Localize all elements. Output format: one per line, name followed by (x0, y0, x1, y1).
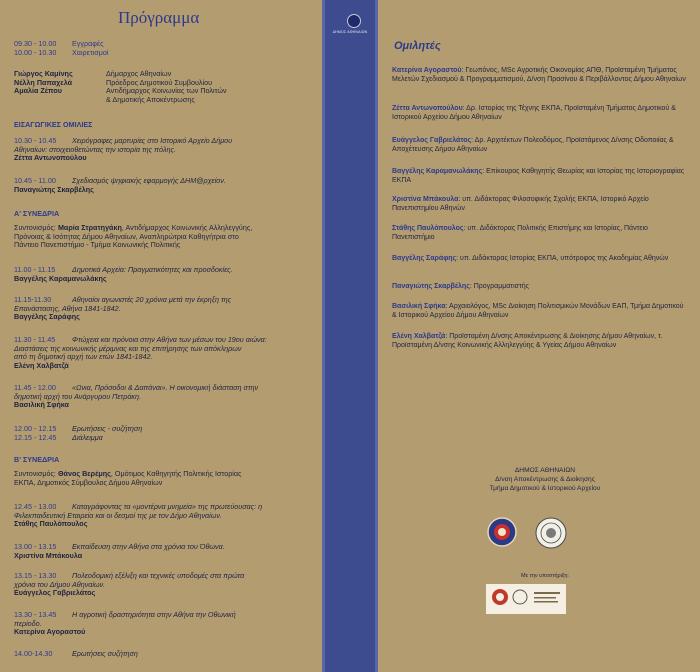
sponsor-logos (486, 584, 566, 614)
greeters-block (14, 70, 314, 104)
speaker-name: Ζέττα Αντωνοπούλου (392, 105, 463, 112)
talk-title-cont: περίοδο. (14, 618, 42, 628)
chair-role: , Αντιδήμαρχος Κοινωνικής Αλληλεγγύης, (121, 223, 253, 232)
time: 10.30 - 10.45 (14, 136, 57, 145)
speaker-entry (392, 105, 688, 122)
section-intro-title: ΕΙΣΑΓΩΓΙΚΕΣ ΟΜΙΛΙΕΣ (14, 120, 93, 129)
talk-title: Δημοτικά Αρχεία: Πραγματικότητες και προσδοκίες. (72, 265, 233, 274)
speaker-name: Βαγγέλης Καραμανωλάκης (392, 168, 483, 175)
time: 13.30 - 13.45 (14, 610, 57, 619)
talk-title: Εκπαίδευση στην Αθήνα στα χρόνια του Όθωνα. (72, 542, 225, 551)
item-text: Εγγραφές (72, 39, 104, 48)
speaker-bio: : υπ. Διδάκτορας Ιστορίας ΕΚΠΑ, υπότροφος της Ακαδημίας Αθηνών (456, 255, 669, 262)
b-talk (14, 543, 318, 560)
organizer-unit: Τμήμα Δημοτικού & Ιστορικού Αρχείου (489, 485, 601, 492)
time: 13.00 - 13.15 (14, 542, 57, 551)
talk-title: Καταγράφοντας τα «μοντέρνα μνημεία» της πρωτεύουσας: η (72, 502, 263, 511)
chair-label: Συντονισμός: (14, 223, 56, 232)
speaker-bio: : Προγραμματιστής (469, 283, 529, 290)
talk-speaker: Ευάγγελος Γαβριελάτος (14, 588, 96, 598)
item-text: Χαιρετισμοί (72, 47, 109, 57)
section-b-title: Β' ΣΥΝΕΔΡΙΑ (14, 455, 60, 464)
opening-row (14, 49, 314, 58)
talk-speaker: Κατερίνα Αγοραστού (14, 627, 86, 637)
time: 14.00-14.30 (14, 649, 53, 658)
speaker-entry (392, 67, 688, 84)
talk-title-cont: Επανάστασης, Αθήνα 1841-1842. (14, 303, 121, 313)
talk-title-cont: δημοτική αρχή του Ανάργυρου Πετράκη. (14, 391, 142, 401)
speaker-bio: : Δρ. Αρχιτέκτων Πολεοδόμος, Προϊστάμενος Δ/νσης Οδοποιίας & Αποχέτευσης Δήμου Αθηναίων (392, 137, 674, 153)
speaker-name: Ευάγγελος Γαβριελάτος (392, 137, 472, 144)
opening-row (14, 40, 314, 49)
talk-title: Φτώχεια και πρόνοια στην Αθήνα των μέσων του 19ου αιώνα: (72, 335, 267, 344)
talk-title-cont: από τη δημοτική αρχή των ετών 1841-1842. (14, 352, 153, 362)
chair-role: , Ομότιμος Καθηγητής Πολιτικής Ιστορίας (110, 469, 242, 478)
b-talk (14, 503, 320, 529)
speaker-entry (392, 283, 688, 292)
time: 11.00 - 11.15 (14, 265, 56, 274)
center-spine (322, 0, 378, 672)
talk-speaker: Ελένη Χαλβατζά (14, 360, 69, 370)
time: 12.45 - 13.00 (14, 502, 57, 511)
chair-name: Θάνος Βερέμης (57, 469, 111, 478)
a-end (14, 425, 314, 442)
speaker-name: Παναγιώτης Σκαρβέλης (392, 283, 470, 290)
item-text: Ερωτήσεις - συζήτηση (72, 424, 143, 433)
greeter-role: Αντιδήμαρχος Κοινωνίας των Πολιτών (106, 86, 227, 96)
talk-speaker: Βαγγέλης Σαράφης (14, 312, 80, 322)
speaker-name: Ελένη Χαλβατζά (392, 333, 446, 340)
item-text: Διάλειμμα (72, 432, 103, 442)
talk-title: Πολεοδομική εξέλιξη και τεχνικές υποδομές στα πρώτα (72, 571, 245, 580)
a-talk (14, 384, 318, 410)
chair-role-cont: ΕΚΠΑ, Δημοτικός Σύμβουλος Δήμου Αθηναίων (14, 477, 163, 487)
speaker-entry (392, 255, 688, 264)
chair-role-cont: Πάντειο Πανεπιστήμιο - Τμήμα Κοινωνικής Πολιτικής (14, 240, 181, 250)
b-talk (14, 611, 318, 637)
opening-block (14, 40, 314, 57)
time: 10.00 - 10.30 (14, 47, 57, 57)
b-talk (14, 572, 318, 598)
intro-talk (14, 137, 316, 163)
speaker-bio: : Δρ. Ιστορίας της Τέχνης ΕΚΠΑ, Προϊσταμένη Τμήματος Δημοτικού & Ιστορικού Αρχείου Δήμου Αθηναίων (392, 105, 676, 121)
a-chair (14, 224, 318, 250)
municipality-seal-icon (487, 517, 517, 547)
greeter-name: Γιώργος Καμίνης (14, 69, 73, 78)
talk-title: Σχεδιασμός ψηφιακής εφαρμογής ΔΗΜ@ρχείον. (72, 176, 226, 185)
speaker-entry (392, 137, 688, 154)
intro-talk (14, 177, 316, 194)
time: 10.45 - 11.00 (14, 176, 56, 185)
greeter-role: Πρόεδρος Δημοτικού Συμβουλίου (106, 77, 213, 87)
speaker-name: Χριστίνα Μπάκουλα (392, 196, 459, 203)
talk-title: Χειρόγραφες μαρτυρίες στο Ιστορικό Αρχείο Δήμου (72, 136, 233, 145)
organizer-name: ΔΗΜΟΣ ΑΘΗΝΑΙΩΝ (514, 467, 576, 474)
speaker-entry (392, 225, 688, 242)
talk-title: «Ωνια, Πρόσοδοι & Δαπάναι». Η οικονομική διάσταση στην (72, 383, 259, 392)
time: 11.30 - 11.45 (14, 335, 56, 344)
speaker-bio: : υπ. Διδάκτορας Φιλοσοφικής Σχολής ΕΚΠΑ, Ιστορικό Αρχείο Πανεπιστημίου Αθηνών (392, 196, 649, 212)
sponsor-logo-icon (486, 584, 566, 614)
talk-speaker: Ζέττα Αντωνοπούλου (14, 153, 87, 163)
greeter-role: Δήμαρχος Αθηναίων (106, 69, 172, 78)
chair-role-cont: Πρόνοιας & Ισότητας Δήμου Αθηναίων, Αναπληρώτρια Καθηγήτρια στο (14, 231, 239, 241)
time: 11.15-11.30 (14, 295, 52, 304)
speaker-entry (392, 333, 688, 350)
talk-title-cont: Διαστάσεις της κοινωνικής μέριμνας και της επιτήρησης των απόκληρων (14, 343, 242, 353)
speaker-bio: : Επίκουρος Καθηγητής Θεωρίας και Ιστορίας της Ιστοριογραφίας ΕΚΠΑ (392, 168, 685, 184)
time: 13.15 - 13.30 (14, 571, 57, 580)
speaker-entry (392, 168, 688, 185)
speaker-name: Βασιλική Σφήκα (392, 303, 446, 310)
talk-speaker: Βαγγέλης Καραμανωλάκης (14, 273, 107, 283)
talk-speaker: Χριστίνα Μπάκουλα (14, 550, 83, 560)
time: 09.30 - 10.00 (14, 39, 57, 48)
talk-speaker: Βασιλική Σφήκα (14, 400, 69, 410)
speaker-entry (392, 303, 688, 320)
spine-label: ΔΗΜΟΣ ΑΘΗΝΑΙΩΝ (332, 30, 368, 34)
greeter-name (14, 96, 106, 105)
speaker-entry (392, 196, 688, 213)
item-text: Ερωτήσεις συζήτηση (72, 649, 138, 658)
b-end (14, 650, 314, 659)
talk-speaker: Στάθης Παυλόπουλος (14, 519, 88, 529)
section-a-title: Α' ΣΥΝΕΔΡΙΑ (14, 209, 60, 218)
speakers-title: Ομιλητές (394, 40, 441, 52)
a-talk (14, 336, 320, 370)
speaker-bio: : Αρχαιολόγος, MSc Διοίκηση Πολιτισμικών Μονάδων ΕΑΠ, Τμήμα Δημοτικού & Ιστορικού Αρχείου Δήμου Αθηναίων (392, 303, 684, 319)
speaker-name: Στάθης Παυλόπουλος (392, 225, 464, 232)
support-label: Με την υποστήριξη: (521, 573, 569, 579)
talk-speaker: Παναγιώτης Σκαρβέλης (14, 184, 94, 194)
b-chair (14, 470, 318, 487)
organizer-block (420, 466, 670, 493)
program-title: Πρόγραμμα (118, 8, 200, 27)
speaker-bio: : Γεωπόνος, MSc Αγροτικής Οικονομίας ΑΠΘ, Προϊσταμένη Τμήματος Μελετών Σχεδιασμού & Προγραμματισμού, Δ/νση Πρασίνου & Περιβάλλοντος Δήμου Αθηναίων (392, 67, 686, 83)
speaker-bio: : υπ. Διδάκτορας Πολιτικής Επιστήμης και Ιστορίας, Πάντειο Πανεπιστήμιο (392, 225, 648, 241)
time: 11.45 - 12.00 (14, 383, 56, 392)
a-talk (14, 266, 318, 283)
chair-name: Μαρία Στρατηγάκη (57, 223, 122, 232)
talk-title: Αθηναίοι αγωνιστές 20 χρόνια μετά την έκρηξη της (72, 295, 232, 304)
talk-title-cont: Αθηναίων: στοιχειοθετώντας την ιστορία της πόλης. (14, 144, 176, 154)
talk-title-cont: χρόνια του Δήμου Αθηναίων. (14, 579, 106, 589)
greeter-name: Νέλλη Παπαχελά (14, 77, 73, 87)
talk-title-cont: Φιλεκπαιδευτική Εταιρεία και οι δεσμοί της με τον Δήμο Αθηναίων. (14, 510, 222, 520)
municipality-logo-icon (347, 14, 361, 28)
speaker-name: Κατερίνα Αγοραστού (392, 67, 462, 74)
chair-label: Συντονισμός: (14, 469, 56, 478)
time: 12.15 - 12.45 (14, 432, 57, 442)
a-talk (14, 296, 318, 322)
speaker-name: Βαγγέλης Σαράφης (392, 255, 457, 262)
time: 12.00 - 12.15 (14, 424, 57, 433)
greeter-role: & Δημοτικής Αποκέντρωσης (106, 94, 195, 104)
talk-title: Η αγροτική δραστηριότητα στην Αθήνα την Οθωνική (72, 610, 236, 619)
greeter-name: Αμαλία Ζέπου (14, 86, 62, 96)
archive-seal-icon (535, 517, 567, 549)
organizer-dept: Δ/νση Αποκέντρωσης & Διοίκησης (495, 476, 595, 483)
speaker-bio: : Προϊσταμένη Δ/νσης Αποκέντρωσης & Διοίκησης Δήμου Αθηναίων, τ. Προϊσταμένη Δ/νσης Κοινωνικής Αλληλεγγύης & Υγείας Δήμου Αθηναίων (392, 333, 663, 349)
